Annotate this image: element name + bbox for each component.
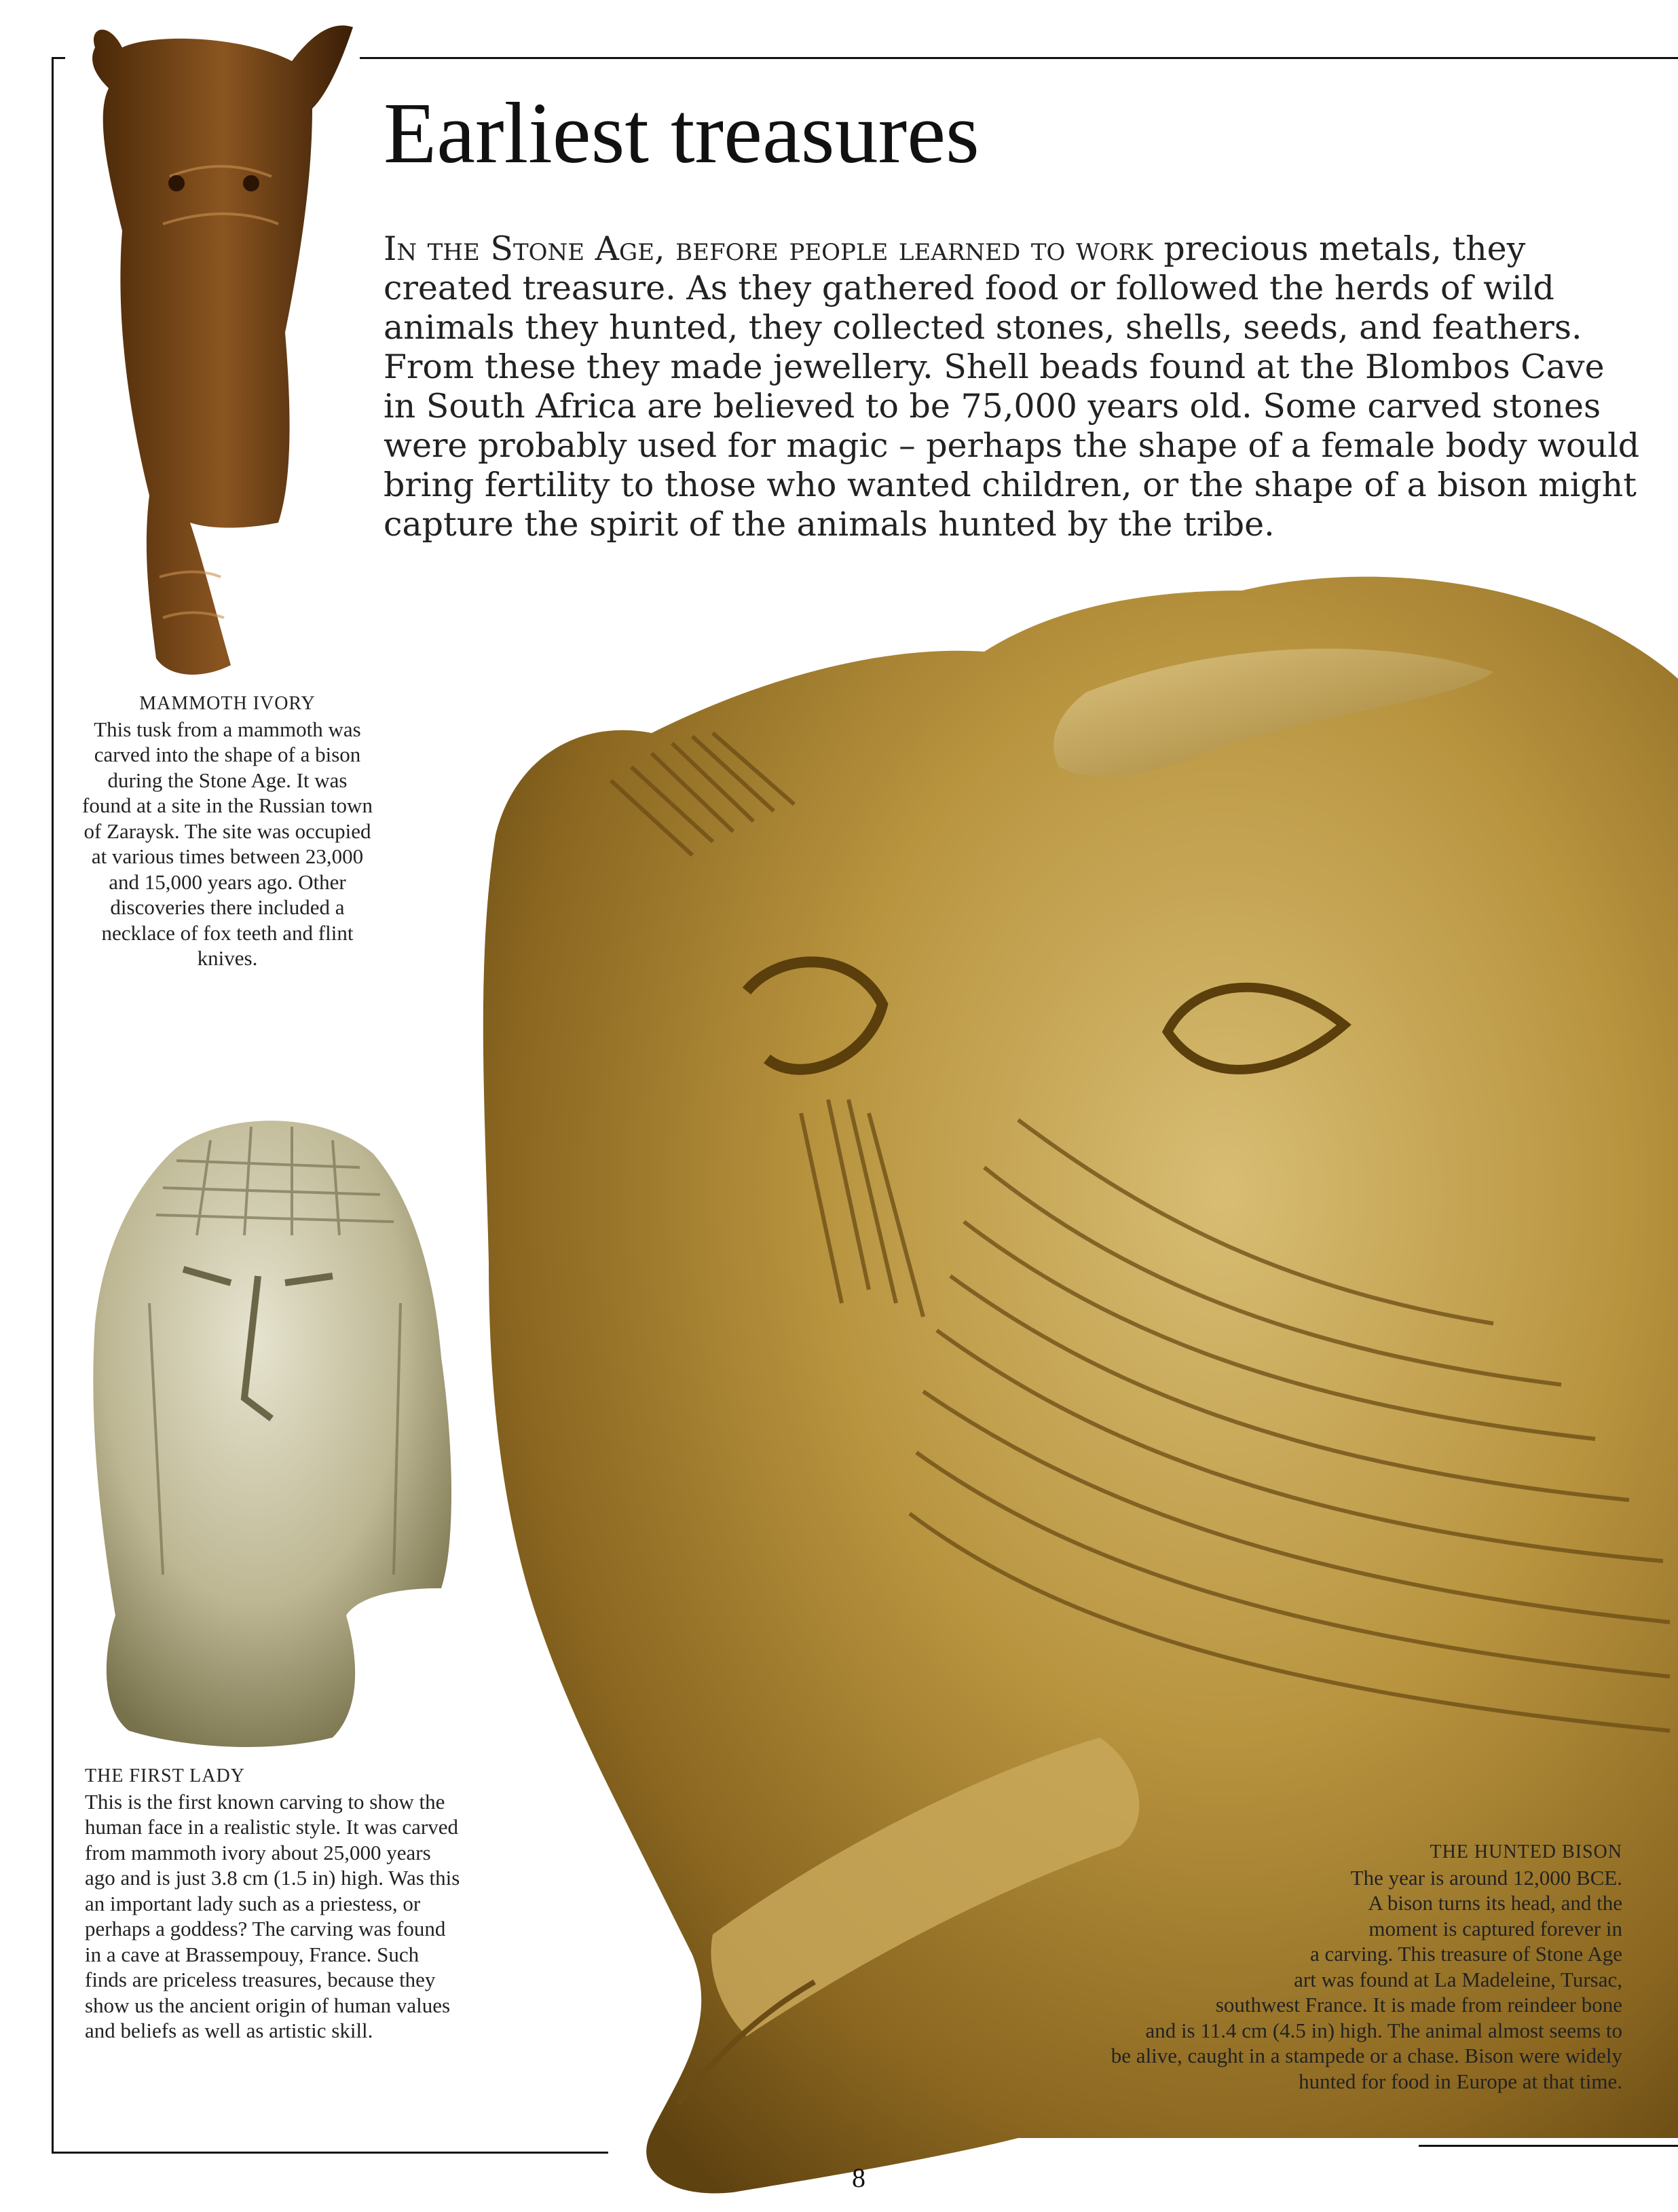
mammoth-ivory-image [68,7,360,686]
page-title: Earliest treasures [384,85,980,181]
caption-body: This is the first known carving to show the human face in a realistic style. It was carved from mammoth ivory about 25,000 years ago and is just 3.8 cm (1.5 in) high. Was this an important lady such as a priestess, or perhaps a goddess? The carving was found in a cave at Brassempouy, France. Such finds are priceless treasures, because they show us the ancient origin of human values and beliefs as well as artistic skill. [85,1789,460,2042]
mammoth-ivory-caption [81,691,373,971]
caption-line: southwest France. It is made from reindeer bone [1215,1993,1622,2017]
caption-line: be alive, caught in a stampede or a chase. Bison were widely [1111,2044,1622,2067]
caption-line: The year is around 12,000 BCE. [1350,1865,1622,1890]
caption-line: art was found at La Madeleine, Tursac, [1294,1967,1622,1991]
caption-line: A bison turns its head, and the [1368,1891,1622,1915]
intro-paragraph [384,229,1646,544]
first-lady-image [75,1100,455,1751]
intro-text: precious metals, they created treasure. As they gathered food or followed the herds of wild animals they hunted, they collected stones, shells, seeds, and feathers. From these they made jewellery. Shell beads found at the Blombos Cave in South Africa are believed to be 75,000 years old. Some carved stones were probably used for magic – perhaps the shape of a female body would bring fertility to those who wanted children, or the shape of a bison might capture the spirit of the animals hunted by the tribe. [384,229,1640,544]
caption-line: and is 11.4 cm (4.5 in) high. The animal almost seems to [1145,2018,1622,2042]
caption-body: This tusk from a mammoth was carved into the shape of a bison during the Stone Age. It was found at a site in the Russian town of Zaraysk. The site was occupied at various times between 23,000 and 15,000 years ago. Other discoveries there included a necklace of fox teeth and flint knives. [82,717,373,970]
caption-heading: THE HUNTED BISON [1430,1841,1622,1862]
first-lady-caption [85,1763,465,2044]
caption-heading: THE FIRST LADY [85,1765,245,1786]
intro-lead: In the Stone Age, before people learned to work [384,229,1153,268]
caption-line: hunted for food in Europe at that time. [1299,2069,1622,2093]
caption-heading: MAMMOTH IVORY [139,693,316,714]
hunted-bison-caption [977,1839,1622,2094]
caption-line: a carving. This treasure of Stone Age [1310,1942,1622,1966]
page-number: 8 [852,2162,865,2193]
caption-line: moment is captured forever in [1368,1916,1622,1941]
